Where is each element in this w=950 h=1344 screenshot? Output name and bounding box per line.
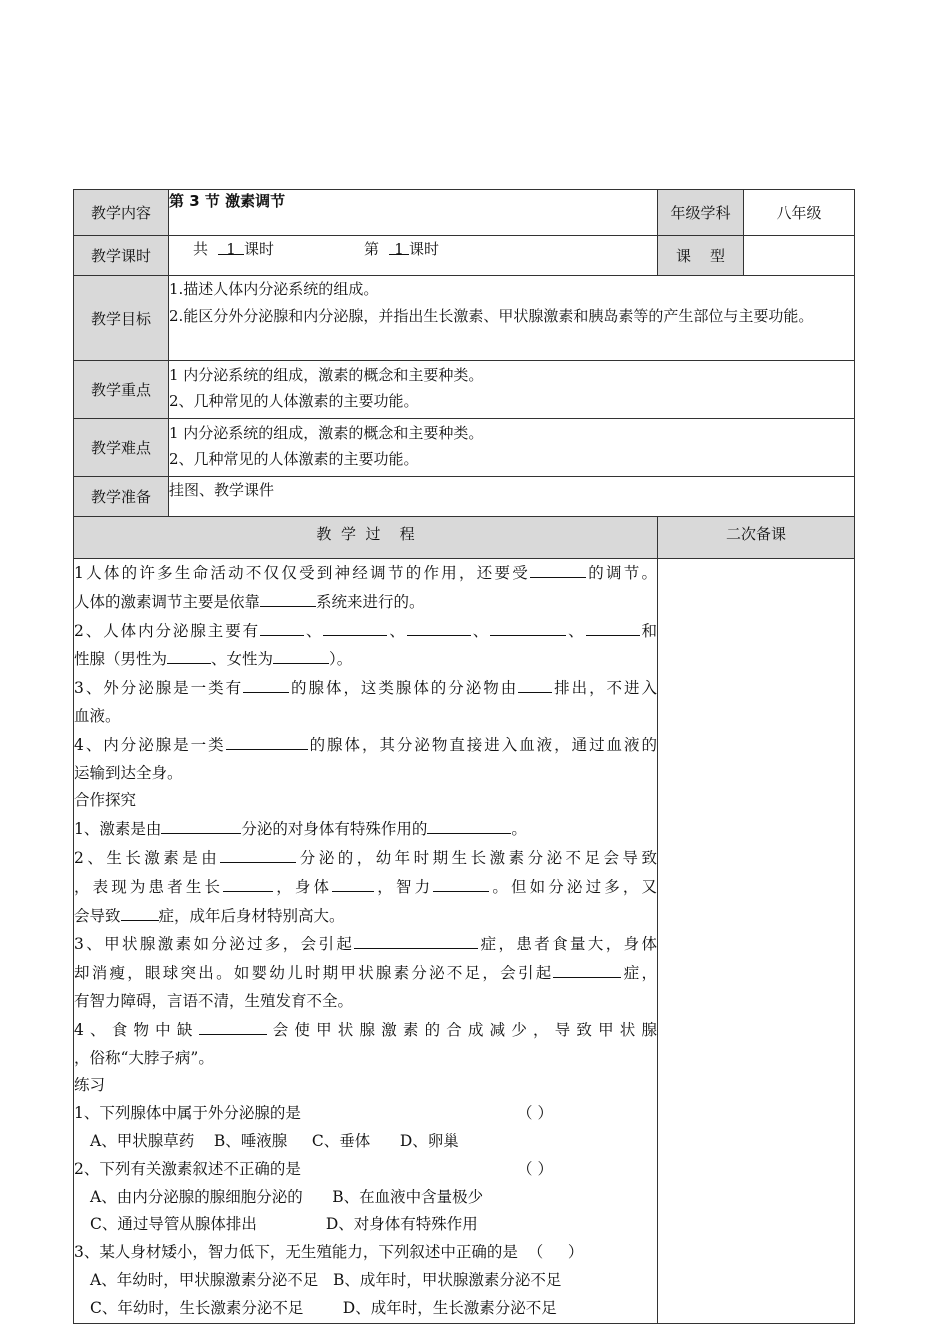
difficulties-label: 教学难点 bbox=[74, 419, 169, 477]
second-prep-area bbox=[658, 559, 855, 1324]
c3-line3: 有智力障碍，言语不清，生殖发育不全。 bbox=[74, 991, 354, 1010]
c4-line2: ，俗称“大脖子病”。 bbox=[74, 1048, 214, 1067]
type-label: 课 型 bbox=[658, 236, 744, 276]
p3-options-cd: C、年幼时，生长激素分泌不足 D、成年时，生长激素分泌不足 bbox=[90, 1298, 557, 1317]
c4-line1: 4、食物中缺 会使甲状腺激素的合成减少，导致甲状腺 bbox=[74, 1016, 657, 1045]
grade-subject-label: 年级学科 bbox=[658, 190, 744, 236]
goals-text bbox=[169, 276, 855, 361]
row-preparation bbox=[74, 477, 855, 517]
c1-line: 1、激素是由 分泌的对身体有特殊作用的 。 bbox=[74, 815, 657, 844]
q4-line2: 运输到达全身。 bbox=[74, 763, 183, 782]
process-header: 教 学 过 程 bbox=[74, 517, 658, 559]
p3-options-ab: A、年幼时，甲状腺激素分泌不足 B、成年时，甲状腺激素分泌不足 bbox=[90, 1270, 562, 1289]
row-key-points bbox=[74, 361, 855, 419]
hours-label: 教学课时 bbox=[74, 236, 169, 276]
process-body bbox=[74, 559, 658, 1324]
c2-line1: 2、生长激素是由 分泌的，幼年时期生长激素分泌不足会导致 bbox=[74, 844, 657, 873]
q2-line2: 性腺（男性为 、女性为 ）。 bbox=[74, 645, 657, 674]
row-process-body bbox=[74, 559, 855, 1324]
key-points-label: 教学重点 bbox=[74, 361, 169, 419]
q1-line1: 1人体的许多生命活动不仅仅受到神经调节的作用，还要受 的调节。 bbox=[74, 559, 657, 588]
row-process-header bbox=[74, 517, 855, 559]
difficulties-text bbox=[169, 419, 855, 477]
row-difficulties bbox=[74, 419, 855, 477]
q3-line1: 3、外分泌腺是一类有 的腺体，这类腺体的分泌物由 排出，不进入 bbox=[74, 674, 657, 703]
preparation-label: 教学准备 bbox=[74, 477, 169, 517]
p1-question: 1、下列腺体中属于外分泌腺的是 （ ） bbox=[74, 1100, 657, 1128]
second-prep-header: 二次备课 bbox=[658, 517, 855, 559]
hours-total-prefix: 共 bbox=[193, 240, 209, 258]
lesson-title: 第 3 节 激素调节 bbox=[169, 190, 658, 236]
hours-total-value: 1 bbox=[218, 236, 244, 255]
c3-line1: 3、甲状腺激素如分泌过多，会引起 症，患者食量大，身体 bbox=[74, 930, 657, 959]
q2-line1: 2、人体内分泌腺主要有 、 、 、 、 和 bbox=[74, 617, 657, 646]
row-content bbox=[74, 190, 855, 236]
key-points-text bbox=[169, 361, 855, 419]
hours-value bbox=[169, 236, 658, 276]
key-point-1: 1 内分泌系统的组成，激素的概念和主要种类。 bbox=[169, 366, 484, 384]
c2-line3: 会导致 症，成年后身材特别高大。 bbox=[74, 902, 657, 931]
hours-current-prefix: 第 bbox=[364, 240, 380, 258]
lesson-plan-table bbox=[73, 189, 855, 1324]
p1-options: A、甲状腺草药 B、唾液腺 C、垂体 D、卵巢 bbox=[90, 1131, 459, 1150]
row-goals bbox=[74, 276, 855, 361]
q4-line1: 4、内分泌腺是一类 的腺体，其分泌物直接进入血液，通过血液的 bbox=[74, 731, 657, 760]
content-label: 教学内容 bbox=[74, 190, 169, 236]
p2-options-cd: C、通过导管从腺体排出 D、对身体有特殊作用 bbox=[90, 1215, 478, 1234]
p1-answer-paren: （ ） bbox=[517, 1104, 553, 1123]
q3-line2: 血液。 bbox=[74, 706, 121, 725]
goal-2: 2.能区分外分泌腺和内分泌腺，并指出生长激素、甲状腺激素和胰岛素等的产生部位与主要功能。 bbox=[169, 307, 814, 325]
practice-title: 练习 bbox=[74, 1076, 106, 1095]
q1-line2: 人体的激素调节主要是依靠 系统来进行的。 bbox=[74, 588, 657, 617]
p2-answer-paren: （ ） bbox=[517, 1159, 553, 1178]
difficulty-1: 1 内分泌系统的组成，激素的概念和主要种类。 bbox=[169, 424, 484, 442]
goal-1: 1.描述人体内分泌系统的组成。 bbox=[169, 280, 379, 298]
c2-line2: ，表现为患者生长 ，身体 ，智力 。但如分泌过多，又 bbox=[74, 873, 657, 902]
row-hours bbox=[74, 236, 855, 276]
c3-line2: 却消瘦，眼球突出。如婴幼儿时期甲状腺素分泌不足，会引起 症， bbox=[74, 959, 657, 988]
preparation-value: 挂图、教学课件 bbox=[169, 477, 855, 517]
difficulty-2: 2、几种常见的人体激素的主要功能。 bbox=[169, 450, 419, 468]
goals-label: 教学目标 bbox=[74, 276, 169, 361]
hours-current-value: 1 bbox=[389, 236, 409, 255]
type-value bbox=[744, 236, 855, 276]
key-point-2: 2、几种常见的人体激素的主要功能。 bbox=[169, 392, 419, 410]
grade-value: 八年级 bbox=[744, 190, 855, 236]
p2-question: 2、下列有关激素叙述不正确的是 （ ） bbox=[74, 1156, 657, 1184]
p2-options-ab: A、由内分泌腺的腺细胞分泌的 B、在血液中含量极少 bbox=[90, 1187, 484, 1206]
hours-current-suffix: 课时 bbox=[409, 240, 440, 258]
hours-total-suffix: 课时 bbox=[244, 240, 275, 258]
p3-question: 3、某人身材矮小，智力低下，无生殖能力，下列叙述中正确的是 （ ） bbox=[74, 1243, 584, 1262]
coop-title: 合作探究 bbox=[74, 791, 137, 810]
